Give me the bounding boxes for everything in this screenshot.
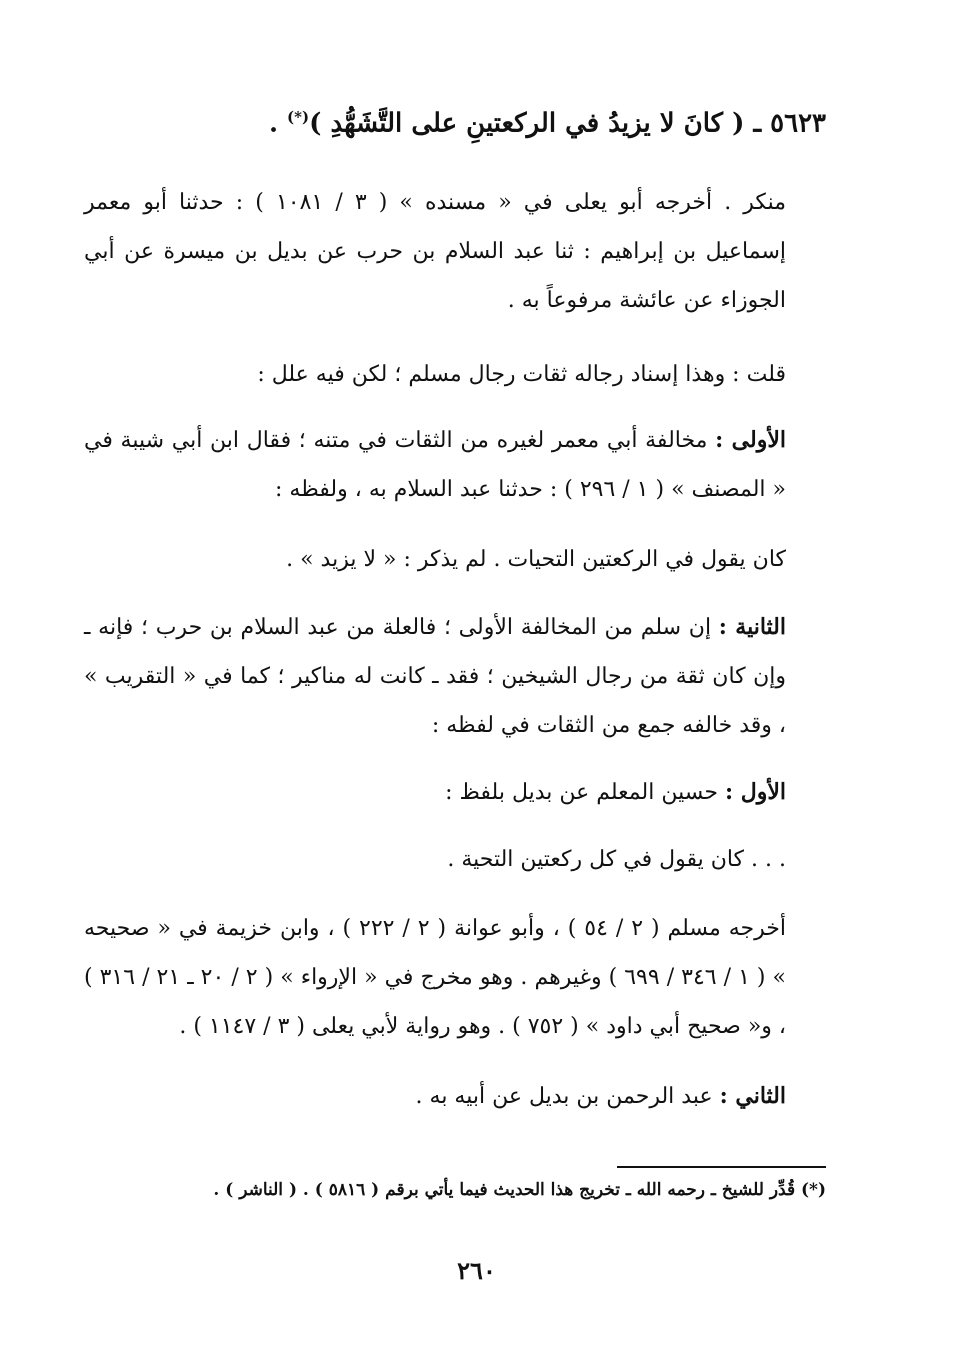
second-defect-label: الثانية :: [718, 614, 786, 640]
second-narrator-label: الثاني :: [719, 1083, 786, 1109]
first-narrator-text: حسين المعلم عن بديل بلفظ :: [445, 780, 725, 805]
paragraph-tahiyya-wording: . . . كان يقول في كل ركعتين التحية .: [447, 847, 786, 872]
paragraph-second-defect: [84, 603, 826, 750]
paragraph-second-narrator: [84, 1072, 826, 1121]
paragraph-first-defect: [84, 416, 826, 514]
footnote: (*) قُدِّر للشيخ ـ رحمه الله ـ تخريج هذا الحديث فيما يأتي برقم ( ٥٨١٦ ) . ( الناشر ) .: [213, 1180, 826, 1200]
paragraph-verdict: منكر . أخرجه أبو يعلى في « مسنده » ( ٣ / ١٠٨١ ) : حدثنا أبو معمر إسماعيل بن إبراهيم : ثنا عبد السلام بن حرب عن بديل بن ميسرة عن أبي الجوزاء عن عائشة مرفوعاً به .: [84, 190, 786, 313]
hadith-number: ٥٦٢٣: [770, 108, 826, 139]
hadith-text: ( كانَ لا يزيدُ في الركعتينِ على التَّشَهُّدِ ): [309, 108, 745, 139]
page-number: ٢٦٠: [457, 1256, 496, 1285]
paragraph-sources: أخرجه مسلم ( ٢ / ٥٤ ) ، وأبو عوانة ( ٢ / ٢٢٢ ) ، وابن خزيمة في « صحيحه » ( ١ / ٣٤٦ / ٦٩٩ ) وغيرهم . وهو مخرج في « الإرواء » ( ٢ / ٢٠ ـ ٢١ / ٣١٦ ) ، و« صحيح أبي داود » ( ٧٥٢ ) . وهو رواية لأبي يعلى ( ٣ / ١١٤٧ ) .: [84, 916, 787, 1039]
second-defect-text: إن سلم من المخالفة الأولى ؛ فالعلة من عبد السلام بن حرب ؛ فإنه ـ وإن كان ثقة من رجال الشيخين ؛ فقد ـ كانت له مناكير ؛ كما في « التقريب » ، وقد خالفه جمع من الثقات في لفظه :: [84, 615, 786, 738]
footnote-separator: [617, 1166, 826, 1168]
hadith-end: .: [268, 108, 288, 139]
first-narrator-label: الأول :: [724, 779, 786, 805]
paragraph-ibn-abi-shayba-wording: كان يقول في الركعتين التحيات . لم يذكر : « لا يزيد » .: [286, 547, 786, 572]
second-narrator-text: عبد الرحمن بن بديل عن أبيه به .: [415, 1084, 720, 1109]
footnote-marker: (*): [287, 108, 310, 126]
paragraph-first-narrator: [84, 768, 826, 817]
hadith-heading: [269, 108, 826, 139]
hadith-separator: ـ: [744, 108, 771, 139]
first-defect-text: مخالفة أبي معمر لغيره من الثقات في متنه ؛ فقال ابن أبي شيبة في « المصنف » ( ١ / ٢٩٦ ) : حدثنا عبد السلام به ، ولفظه :: [84, 428, 786, 502]
first-defect-label: الأولى :: [715, 427, 786, 453]
paragraph-isnad-note: قلت : وهذا إسناد رجاله ثقات رجال مسلم ؛ لكن فيه علل :: [257, 362, 786, 387]
